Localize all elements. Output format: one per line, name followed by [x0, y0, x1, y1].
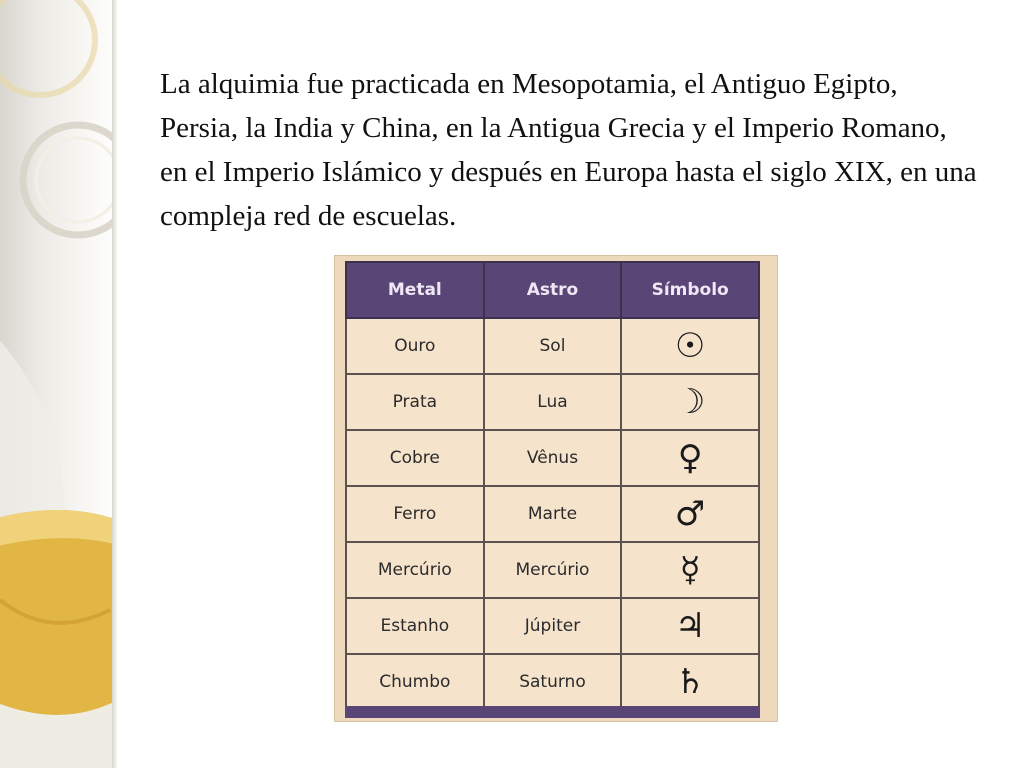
astro-cell: Vênus	[484, 430, 622, 486]
flask-decoration	[0, 0, 118, 768]
metal-cell: Prata	[346, 374, 484, 430]
table-row	[346, 318, 759, 374]
astro-cell: Mercúrio	[484, 542, 622, 598]
sun-symbol-icon: ☉	[621, 318, 759, 374]
table-header-row	[346, 262, 759, 318]
metal-cell: Ferro	[346, 486, 484, 542]
alchemy-symbols-table	[345, 261, 760, 711]
header-symbol: Símbolo	[621, 262, 759, 318]
table-row	[346, 430, 759, 486]
flask-illustration	[0, 0, 118, 768]
metal-cell: Cobre	[346, 430, 484, 486]
header-metal: Metal	[346, 262, 484, 318]
metal-cell: Estanho	[346, 598, 484, 654]
astro-cell: Marte	[484, 486, 622, 542]
header-astro: Astro	[484, 262, 622, 318]
strip-divider	[112, 0, 118, 768]
astro-cell: Lua	[484, 374, 622, 430]
mars-symbol-icon: ♂	[621, 486, 759, 542]
metal-cell: Mercúrio	[346, 542, 484, 598]
mercury-symbol-icon: ☿	[621, 542, 759, 598]
metal-cell: Chumbo	[346, 654, 484, 710]
table-row	[346, 598, 759, 654]
astro-cell: Júpiter	[484, 598, 622, 654]
astro-cell: Saturno	[484, 654, 622, 710]
saturn-symbol-icon: ♄	[621, 654, 759, 710]
table-row	[346, 654, 759, 710]
venus-symbol-icon: ♀	[621, 430, 759, 486]
metal-cell: Ouro	[346, 318, 484, 374]
table-row	[346, 486, 759, 542]
symbols-table-image	[334, 255, 778, 722]
table-row	[346, 374, 759, 430]
astro-cell: Sol	[484, 318, 622, 374]
table-bottom-bar	[345, 706, 760, 718]
jupiter-symbol-icon: ♃	[621, 598, 759, 654]
intro-paragraph: La alquimia fue practicada en Mesopotamia, el Antiguo Egipto, Persia, la India y China, en la Antigua Grecia y el Imperio Romano, en el Imperio Islámico y después en Europa hasta el siglo XIX, en una compleja red de escuelas.	[160, 68, 977, 232]
table-row	[346, 542, 759, 598]
moon-symbol-icon: ☽	[621, 374, 759, 430]
